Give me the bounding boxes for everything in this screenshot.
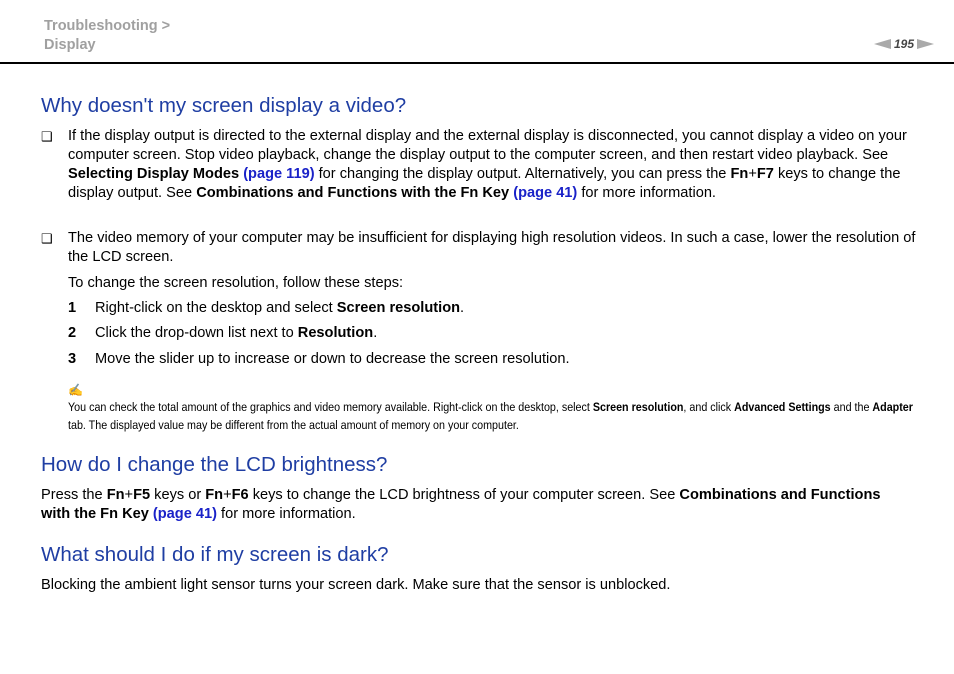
note-text: You can check the total amount of the graphics and video memory available. Right-click on the desktop, select Screen resolution, and click Advanced Settings and the Adapter tab. The displayed value may be different from the actual amount of memory on your computer. [68,400,913,432]
dark-screen-text: Blocking the ambient light sensor turns your screen dark. Make sure that the sensor is unblocked. [41,577,671,593]
steps-intro: To change the screen resolution, follow these steps: [68,275,404,291]
step-text: Click the drop-down list next to Resolution. [95,325,378,341]
pencil-note-icon: ✍ [68,383,83,397]
breadcrumb-display[interactable]: Display [44,37,96,53]
next-page-icon[interactable] [917,39,934,49]
step-number: 3 [68,351,77,367]
bullet-video-memory: The video memory of your computer may be insufficient for displaying high resolution videos. In such a case, lower the resolution of the LCD screen. [68,230,916,265]
link-page-119[interactable]: (page 119) [243,166,315,182]
brightness-text: Press the Fn+F5 keys or Fn+F6 keys to change the LCD brightness of your computer screen. See Combinations and Functions with the Fn Key (page 41) for more information. [41,487,881,522]
section-title-dark-screen: What should I do if my screen is dark? [41,543,389,566]
section-title-brightness: How do I change the LCD brightness? [41,453,388,476]
checkbox-bullet-icon: ❑ [41,231,53,246]
link-page-41[interactable]: (page 41) [152,506,217,522]
bullet-external-display: If the display output is directed to the external display and the external display is disconnected, you cannot display a video on your computer screen. Stop video playback, change the display output to the computer screen, and then restart video playback. See Selecting Display Modes (page 119) for changing the display output. Alternatively, you can press the Fn+F7 keys to change the display output. See Combinations and Functions with the Fn Key (page 41) for more information. [68,128,907,201]
checkbox-bullet-icon: ❑ [41,129,53,144]
step-text: Move the slider up to increase or down to decrease the screen resolution. [95,351,570,367]
step-number: 1 [68,300,77,316]
link-page-41[interactable]: (page 41) [513,185,578,201]
previous-page-icon[interactable] [874,39,891,49]
section-title-video: Why doesn't my screen display a video? [41,94,407,117]
page-number: 195 [893,37,914,51]
step-text: Right-click on the desktop and select Screen resolution. [95,300,465,316]
breadcrumb [44,17,170,55]
header-divider [0,62,954,64]
step-number: 2 [68,325,77,341]
breadcrumb-troubleshooting[interactable]: Troubleshooting > [44,18,171,34]
page-navigator [874,37,934,51]
